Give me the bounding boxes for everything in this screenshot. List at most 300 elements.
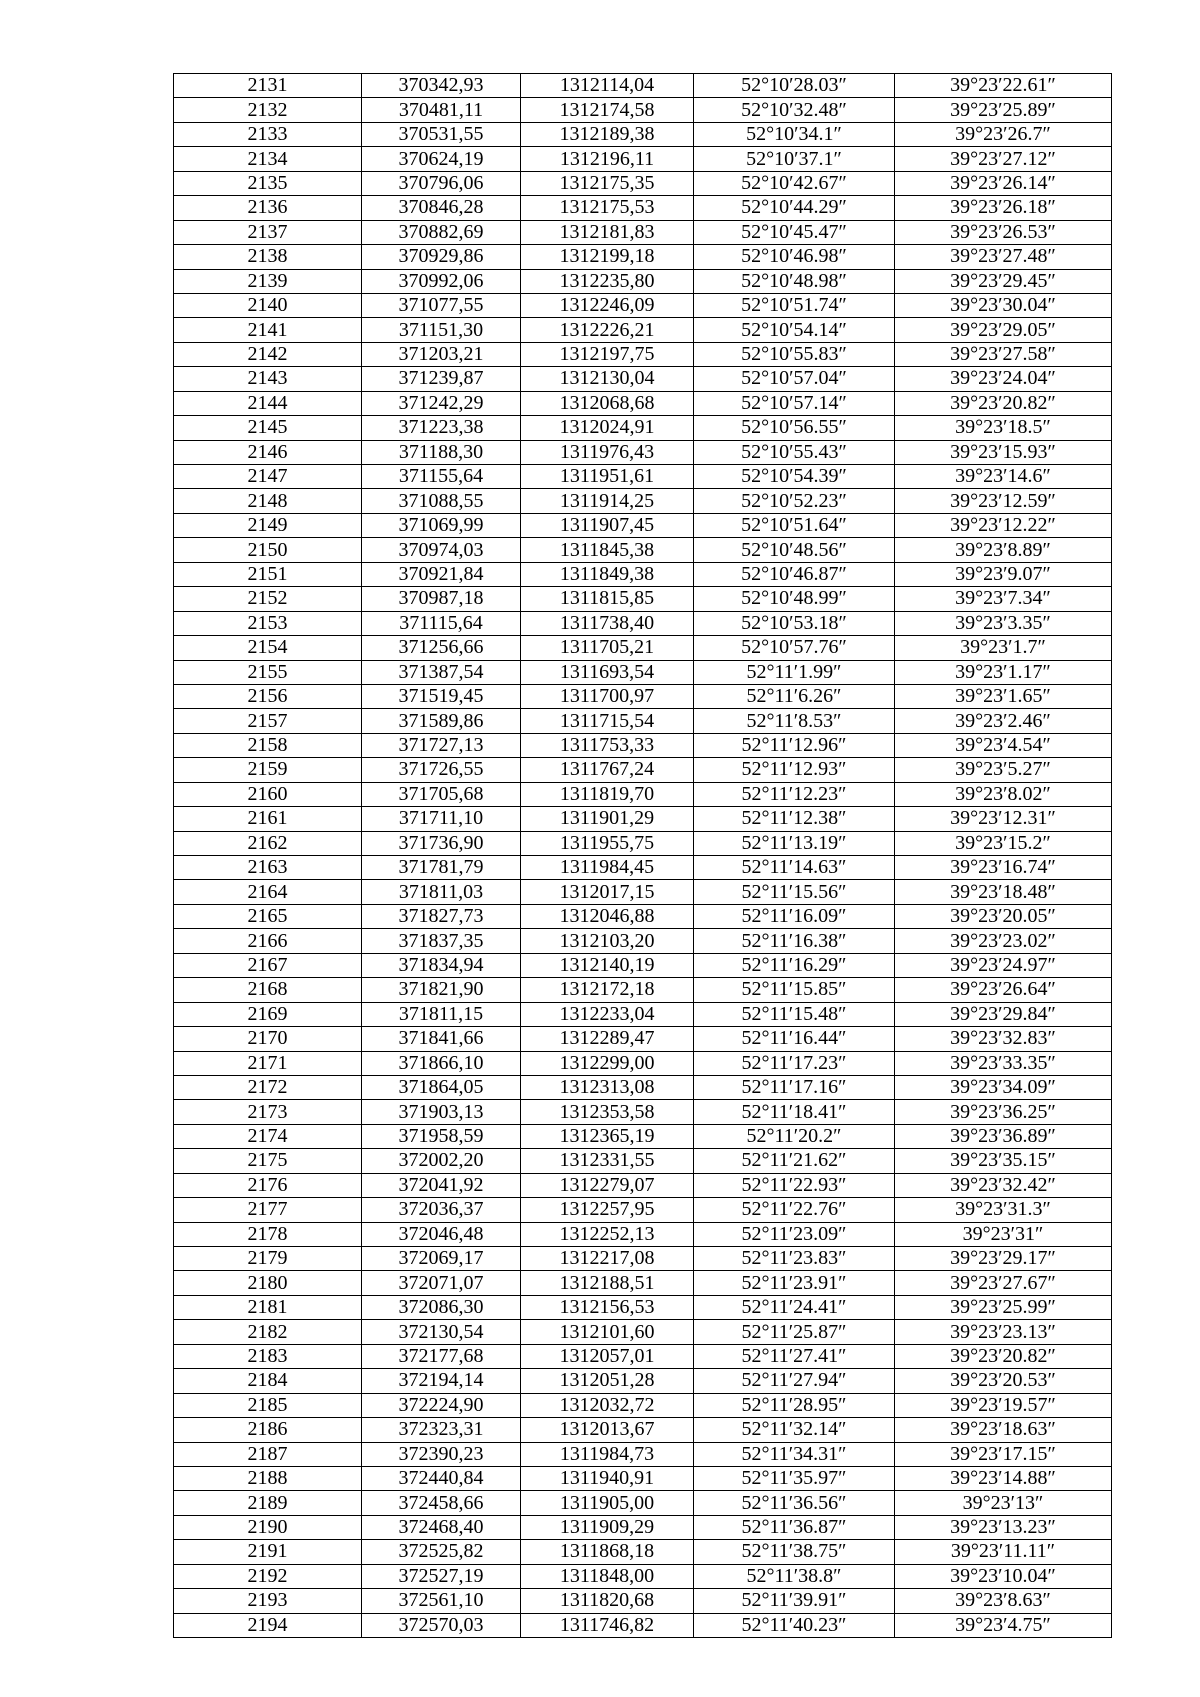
x-coordinate-cell: 370987,18	[362, 587, 521, 611]
longitude-cell: 39°23′36.25″	[895, 1100, 1112, 1124]
longitude-cell: 39°23′19.57″	[895, 1393, 1112, 1417]
y-coordinate-cell: 1311955,75	[521, 831, 694, 855]
latitude-cell: 52°11′38.75″	[694, 1540, 895, 1564]
y-coordinate-cell: 1312189,38	[521, 122, 694, 146]
y-coordinate-cell: 1311901,29	[521, 807, 694, 831]
table-row	[174, 1369, 1112, 1393]
table-row	[174, 1075, 1112, 1099]
x-coordinate-cell: 371088,55	[362, 489, 521, 513]
longitude-cell: 39°23′18.48″	[895, 880, 1112, 904]
longitude-cell: 39°23′8.02″	[895, 782, 1112, 806]
table-row	[174, 440, 1112, 464]
point-number-cell: 2188	[174, 1466, 362, 1490]
latitude-cell: 52°10′48.98″	[694, 269, 895, 293]
point-number-cell: 2169	[174, 1002, 362, 1026]
longitude-cell: 39°23′29.45″	[895, 269, 1112, 293]
y-coordinate-cell: 1311815,85	[521, 587, 694, 611]
longitude-cell: 39°23′11.11″	[895, 1540, 1112, 1564]
y-coordinate-cell: 1311940,91	[521, 1466, 694, 1490]
latitude-cell: 52°11′16.09″	[694, 904, 895, 928]
y-coordinate-cell: 1311848,00	[521, 1564, 694, 1588]
y-coordinate-cell: 1312051,28	[521, 1369, 694, 1393]
latitude-cell: 52°10′46.98″	[694, 245, 895, 269]
longitude-cell: 39°23′26.53″	[895, 220, 1112, 244]
latitude-cell: 52°11′8.53″	[694, 709, 895, 733]
x-coordinate-cell: 370882,69	[362, 220, 521, 244]
latitude-cell: 52°10′46.87″	[694, 562, 895, 586]
table-row	[174, 1271, 1112, 1295]
y-coordinate-cell: 1312233,04	[521, 1002, 694, 1026]
table-row	[174, 1124, 1112, 1148]
table-row	[174, 831, 1112, 855]
longitude-cell: 39°23′4.75″	[895, 1613, 1112, 1637]
y-coordinate-cell: 1312130,04	[521, 367, 694, 391]
x-coordinate-cell: 371821,90	[362, 978, 521, 1002]
table-row	[174, 122, 1112, 146]
point-number-cell: 2158	[174, 733, 362, 757]
point-number-cell: 2162	[174, 831, 362, 855]
longitude-cell: 39°23′15.93″	[895, 440, 1112, 464]
x-coordinate-cell: 372440,84	[362, 1466, 521, 1490]
y-coordinate-cell: 1312353,58	[521, 1100, 694, 1124]
point-number-cell: 2147	[174, 465, 362, 489]
table-row	[174, 1589, 1112, 1613]
latitude-cell: 52°11′15.48″	[694, 1002, 895, 1026]
y-coordinate-cell: 1312103,20	[521, 929, 694, 953]
point-number-cell: 2194	[174, 1613, 362, 1637]
x-coordinate-cell: 371811,03	[362, 880, 521, 904]
latitude-cell: 52°11′25.87″	[694, 1320, 895, 1344]
y-coordinate-cell: 1312235,80	[521, 269, 694, 293]
table-row	[174, 636, 1112, 660]
y-coordinate-cell: 1312226,21	[521, 318, 694, 342]
x-coordinate-cell: 370992,06	[362, 269, 521, 293]
point-number-cell: 2176	[174, 1173, 362, 1197]
coordinates-table-body	[174, 74, 1112, 1638]
latitude-cell: 52°11′27.94″	[694, 1369, 895, 1393]
longitude-cell: 39°23′32.42″	[895, 1173, 1112, 1197]
table-row	[174, 1491, 1112, 1515]
table-row	[174, 953, 1112, 977]
longitude-cell: 39°23′18.5″	[895, 416, 1112, 440]
table-row	[174, 1002, 1112, 1026]
x-coordinate-cell: 372323,31	[362, 1418, 521, 1442]
table-row	[174, 1515, 1112, 1539]
point-number-cell: 2189	[174, 1491, 362, 1515]
x-coordinate-cell: 371115,64	[362, 611, 521, 635]
x-coordinate-cell: 371387,54	[362, 660, 521, 684]
y-coordinate-cell: 1311820,68	[521, 1589, 694, 1613]
longitude-cell: 39°23′20.82″	[895, 391, 1112, 415]
longitude-cell: 39°23′36.89″	[895, 1124, 1112, 1148]
point-number-cell: 2171	[174, 1051, 362, 1075]
latitude-cell: 52°11′12.96″	[694, 733, 895, 757]
latitude-cell: 52°10′32.48″	[694, 98, 895, 122]
y-coordinate-cell: 1311746,82	[521, 1613, 694, 1637]
longitude-cell: 39°23′35.15″	[895, 1149, 1112, 1173]
table-row	[174, 147, 1112, 171]
table-row	[174, 367, 1112, 391]
table-row	[174, 293, 1112, 317]
x-coordinate-cell: 372086,30	[362, 1295, 521, 1319]
point-number-cell: 2163	[174, 856, 362, 880]
table-row	[174, 1051, 1112, 1075]
y-coordinate-cell: 1312199,18	[521, 245, 694, 269]
latitude-cell: 52°10′54.39″	[694, 465, 895, 489]
x-coordinate-cell: 371069,99	[362, 513, 521, 537]
point-number-cell: 2186	[174, 1418, 362, 1442]
y-coordinate-cell: 1312114,04	[521, 74, 694, 98]
point-number-cell: 2149	[174, 513, 362, 537]
y-coordinate-cell: 1312196,11	[521, 147, 694, 171]
point-number-cell: 2145	[174, 416, 362, 440]
latitude-cell: 52°11′1.99″	[694, 660, 895, 684]
y-coordinate-cell: 1311984,45	[521, 856, 694, 880]
latitude-cell: 52°11′40.23″	[694, 1613, 895, 1637]
point-number-cell: 2187	[174, 1442, 362, 1466]
longitude-cell: 39°23′32.83″	[895, 1027, 1112, 1051]
y-coordinate-cell: 1312257,95	[521, 1198, 694, 1222]
y-coordinate-cell: 1312181,83	[521, 220, 694, 244]
table-row	[174, 98, 1112, 122]
x-coordinate-cell: 372177,68	[362, 1344, 521, 1368]
x-coordinate-cell: 371203,21	[362, 342, 521, 366]
longitude-cell: 39°23′13.23″	[895, 1515, 1112, 1539]
x-coordinate-cell: 370796,06	[362, 171, 521, 195]
point-number-cell: 2185	[174, 1393, 362, 1417]
point-number-cell: 2137	[174, 220, 362, 244]
x-coordinate-cell: 372525,82	[362, 1540, 521, 1564]
x-coordinate-cell: 370846,28	[362, 196, 521, 220]
table-row	[174, 220, 1112, 244]
point-number-cell: 2190	[174, 1515, 362, 1539]
table-row	[174, 196, 1112, 220]
point-number-cell: 2134	[174, 147, 362, 171]
table-row	[174, 684, 1112, 708]
y-coordinate-cell: 1312101,60	[521, 1320, 694, 1344]
y-coordinate-cell: 1311819,70	[521, 782, 694, 806]
x-coordinate-cell: 371866,10	[362, 1051, 521, 1075]
x-coordinate-cell: 370342,93	[362, 74, 521, 98]
latitude-cell: 52°11′20.2″	[694, 1124, 895, 1148]
longitude-cell: 39°23′20.05″	[895, 904, 1112, 928]
y-coordinate-cell: 1311693,54	[521, 660, 694, 684]
latitude-cell: 52°11′38.8″	[694, 1564, 895, 1588]
table-row	[174, 245, 1112, 269]
point-number-cell: 2178	[174, 1222, 362, 1246]
table-row	[174, 929, 1112, 953]
table-row	[174, 465, 1112, 489]
x-coordinate-cell: 371903,13	[362, 1100, 521, 1124]
point-number-cell: 2153	[174, 611, 362, 635]
x-coordinate-cell: 371155,64	[362, 465, 521, 489]
coordinates-table	[173, 73, 1112, 1638]
point-number-cell: 2142	[174, 342, 362, 366]
table-row	[174, 1613, 1112, 1637]
y-coordinate-cell: 1312017,15	[521, 880, 694, 904]
longitude-cell: 39°23′4.54″	[895, 733, 1112, 757]
point-number-cell: 2193	[174, 1589, 362, 1613]
x-coordinate-cell: 372224,90	[362, 1393, 521, 1417]
point-number-cell: 2131	[174, 74, 362, 98]
table-row	[174, 1149, 1112, 1173]
latitude-cell: 52°11′27.41″	[694, 1344, 895, 1368]
table-row	[174, 1100, 1112, 1124]
latitude-cell: 52°11′32.14″	[694, 1418, 895, 1442]
x-coordinate-cell: 370974,03	[362, 538, 521, 562]
table-row	[174, 342, 1112, 366]
table-row	[174, 1320, 1112, 1344]
latitude-cell: 52°11′12.38″	[694, 807, 895, 831]
y-coordinate-cell: 1311715,54	[521, 709, 694, 733]
longitude-cell: 39°23′22.61″	[895, 74, 1112, 98]
latitude-cell: 52°11′34.31″	[694, 1442, 895, 1466]
x-coordinate-cell: 371834,94	[362, 953, 521, 977]
y-coordinate-cell: 1312032,72	[521, 1393, 694, 1417]
y-coordinate-cell: 1312188,51	[521, 1271, 694, 1295]
table-row	[174, 1222, 1112, 1246]
latitude-cell: 52°10′45.47″	[694, 220, 895, 244]
point-number-cell: 2136	[174, 196, 362, 220]
longitude-cell: 39°23′29.05″	[895, 318, 1112, 342]
table-row	[174, 709, 1112, 733]
y-coordinate-cell: 1312331,55	[521, 1149, 694, 1173]
y-coordinate-cell: 1311984,73	[521, 1442, 694, 1466]
table-row	[174, 562, 1112, 586]
latitude-cell: 52°11′21.62″	[694, 1149, 895, 1173]
x-coordinate-cell: 371841,66	[362, 1027, 521, 1051]
x-coordinate-cell: 371781,79	[362, 856, 521, 880]
longitude-cell: 39°23′1.17″	[895, 660, 1112, 684]
x-coordinate-cell: 372036,37	[362, 1198, 521, 1222]
y-coordinate-cell: 1312172,18	[521, 978, 694, 1002]
x-coordinate-cell: 372561,10	[362, 1589, 521, 1613]
latitude-cell: 52°11′16.29″	[694, 953, 895, 977]
table-row	[174, 1344, 1112, 1368]
latitude-cell: 52°11′12.23″	[694, 782, 895, 806]
table-row	[174, 1564, 1112, 1588]
point-number-cell: 2143	[174, 367, 362, 391]
point-number-cell: 2179	[174, 1247, 362, 1271]
latitude-cell: 52°11′18.41″	[694, 1100, 895, 1124]
x-coordinate-cell: 372468,40	[362, 1515, 521, 1539]
latitude-cell: 52°11′23.09″	[694, 1222, 895, 1246]
x-coordinate-cell: 371705,68	[362, 782, 521, 806]
latitude-cell: 52°11′23.83″	[694, 1247, 895, 1271]
latitude-cell: 52°11′17.16″	[694, 1075, 895, 1099]
x-coordinate-cell: 371736,90	[362, 831, 521, 855]
x-coordinate-cell: 372046,48	[362, 1222, 521, 1246]
table-row	[174, 1247, 1112, 1271]
longitude-cell: 39°23′26.64″	[895, 978, 1112, 1002]
y-coordinate-cell: 1312140,19	[521, 953, 694, 977]
point-number-cell: 2151	[174, 562, 362, 586]
x-coordinate-cell: 371711,10	[362, 807, 521, 831]
longitude-cell: 39°23′33.35″	[895, 1051, 1112, 1075]
point-number-cell: 2164	[174, 880, 362, 904]
longitude-cell: 39°23′23.02″	[895, 929, 1112, 953]
longitude-cell: 39°23′25.99″	[895, 1295, 1112, 1319]
y-coordinate-cell: 1312013,67	[521, 1418, 694, 1442]
point-number-cell: 2156	[174, 684, 362, 708]
longitude-cell: 39°23′14.88″	[895, 1466, 1112, 1490]
x-coordinate-cell: 372527,19	[362, 1564, 521, 1588]
longitude-cell: 39°23′12.59″	[895, 489, 1112, 513]
longitude-cell: 39°23′20.53″	[895, 1369, 1112, 1393]
table-row	[174, 978, 1112, 1002]
latitude-cell: 52°11′36.56″	[694, 1491, 895, 1515]
latitude-cell: 52°11′28.95″	[694, 1393, 895, 1417]
table-row	[174, 1442, 1112, 1466]
table-row	[174, 1540, 1112, 1564]
longitude-cell: 39°23′31.3″	[895, 1198, 1112, 1222]
latitude-cell: 52°10′34.1″	[694, 122, 895, 146]
longitude-cell: 39°23′12.31″	[895, 807, 1112, 831]
point-number-cell: 2166	[174, 929, 362, 953]
longitude-cell: 39°23′14.6″	[895, 465, 1112, 489]
point-number-cell: 2140	[174, 293, 362, 317]
x-coordinate-cell: 371077,55	[362, 293, 521, 317]
table-row	[174, 611, 1112, 635]
x-coordinate-cell: 371151,30	[362, 318, 521, 342]
y-coordinate-cell: 1312024,91	[521, 416, 694, 440]
latitude-cell: 52°10′28.03″	[694, 74, 895, 98]
point-number-cell: 2191	[174, 1540, 362, 1564]
table-row	[174, 1198, 1112, 1222]
table-row	[174, 416, 1112, 440]
latitude-cell: 52°11′17.23″	[694, 1051, 895, 1075]
point-number-cell: 2133	[174, 122, 362, 146]
x-coordinate-cell: 370921,84	[362, 562, 521, 586]
point-number-cell: 2132	[174, 98, 362, 122]
y-coordinate-cell: 1311905,00	[521, 1491, 694, 1515]
x-coordinate-cell: 372130,54	[362, 1320, 521, 1344]
point-number-cell: 2155	[174, 660, 362, 684]
y-coordinate-cell: 1311907,45	[521, 513, 694, 537]
latitude-cell: 52°10′51.74″	[694, 293, 895, 317]
latitude-cell: 52°11′16.44″	[694, 1027, 895, 1051]
point-number-cell: 2165	[174, 904, 362, 928]
y-coordinate-cell: 1312175,35	[521, 171, 694, 195]
latitude-cell: 52°11′15.56″	[694, 880, 895, 904]
x-coordinate-cell: 372071,07	[362, 1271, 521, 1295]
latitude-cell: 52°10′48.56″	[694, 538, 895, 562]
table-row	[174, 538, 1112, 562]
point-number-cell: 2141	[174, 318, 362, 342]
point-number-cell: 2135	[174, 171, 362, 195]
table-row	[174, 807, 1112, 831]
y-coordinate-cell: 1312046,88	[521, 904, 694, 928]
point-number-cell: 2174	[174, 1124, 362, 1148]
y-coordinate-cell: 1312246,09	[521, 293, 694, 317]
table-row	[174, 587, 1112, 611]
point-number-cell: 2154	[174, 636, 362, 660]
longitude-cell: 39°23′34.09″	[895, 1075, 1112, 1099]
latitude-cell: 52°11′36.87″	[694, 1515, 895, 1539]
point-number-cell: 2192	[174, 1564, 362, 1588]
latitude-cell: 52°10′42.67″	[694, 171, 895, 195]
table-row	[174, 758, 1112, 782]
table-row	[174, 269, 1112, 293]
x-coordinate-cell: 371727,13	[362, 733, 521, 757]
point-number-cell: 2144	[174, 391, 362, 415]
longitude-cell: 39°23′27.58″	[895, 342, 1112, 366]
longitude-cell: 39°23′24.04″	[895, 367, 1112, 391]
x-coordinate-cell: 372002,20	[362, 1149, 521, 1173]
longitude-cell: 39°23′13″	[895, 1491, 1112, 1515]
y-coordinate-cell: 1311845,38	[521, 538, 694, 562]
longitude-cell: 39°23′9.07″	[895, 562, 1112, 586]
longitude-cell: 39°23′24.97″	[895, 953, 1112, 977]
x-coordinate-cell: 371837,35	[362, 929, 521, 953]
point-number-cell: 2177	[174, 1198, 362, 1222]
point-number-cell: 2181	[174, 1295, 362, 1319]
point-number-cell: 2180	[174, 1271, 362, 1295]
latitude-cell: 52°10′54.14″	[694, 318, 895, 342]
y-coordinate-cell: 1311868,18	[521, 1540, 694, 1564]
y-coordinate-cell: 1311738,40	[521, 611, 694, 635]
latitude-cell: 52°10′57.14″	[694, 391, 895, 415]
table-row	[174, 1418, 1112, 1442]
y-coordinate-cell: 1311976,43	[521, 440, 694, 464]
longitude-cell: 39°23′23.13″	[895, 1320, 1112, 1344]
x-coordinate-cell: 371864,05	[362, 1075, 521, 1099]
table-row	[174, 171, 1112, 195]
latitude-cell: 52°11′35.97″	[694, 1466, 895, 1490]
longitude-cell: 39°23′26.18″	[895, 196, 1112, 220]
latitude-cell: 52°11′13.19″	[694, 831, 895, 855]
longitude-cell: 39°23′31″	[895, 1222, 1112, 1246]
table-row	[174, 733, 1112, 757]
x-coordinate-cell: 372390,23	[362, 1442, 521, 1466]
point-number-cell: 2146	[174, 440, 362, 464]
y-coordinate-cell: 1311705,21	[521, 636, 694, 660]
latitude-cell: 52°10′52.23″	[694, 489, 895, 513]
table-row	[174, 1393, 1112, 1417]
latitude-cell: 52°10′37.1″	[694, 147, 895, 171]
y-coordinate-cell: 1312252,13	[521, 1222, 694, 1246]
latitude-cell: 52°10′55.83″	[694, 342, 895, 366]
latitude-cell: 52°11′22.76″	[694, 1198, 895, 1222]
longitude-cell: 39°23′8.63″	[895, 1589, 1112, 1613]
longitude-cell: 39°23′29.84″	[895, 1002, 1112, 1026]
point-number-cell: 2159	[174, 758, 362, 782]
latitude-cell: 52°10′51.64″	[694, 513, 895, 537]
point-number-cell: 2160	[174, 782, 362, 806]
point-number-cell: 2161	[174, 807, 362, 831]
point-number-cell: 2172	[174, 1075, 362, 1099]
longitude-cell: 39°23′8.89″	[895, 538, 1112, 562]
longitude-cell: 39°23′29.17″	[895, 1247, 1112, 1271]
y-coordinate-cell: 1311914,25	[521, 489, 694, 513]
y-coordinate-cell: 1312175,53	[521, 196, 694, 220]
point-number-cell: 2152	[174, 587, 362, 611]
y-coordinate-cell: 1312299,00	[521, 1051, 694, 1075]
x-coordinate-cell: 372069,17	[362, 1247, 521, 1271]
y-coordinate-cell: 1312068,68	[521, 391, 694, 415]
y-coordinate-cell: 1312174,58	[521, 98, 694, 122]
latitude-cell: 52°10′48.99″	[694, 587, 895, 611]
x-coordinate-cell: 371188,30	[362, 440, 521, 464]
longitude-cell: 39°23′15.2″	[895, 831, 1112, 855]
longitude-cell: 39°23′27.67″	[895, 1271, 1112, 1295]
longitude-cell: 39°23′7.34″	[895, 587, 1112, 611]
x-coordinate-cell: 371519,45	[362, 684, 521, 708]
y-coordinate-cell: 1312279,07	[521, 1173, 694, 1197]
table-row	[174, 1466, 1112, 1490]
latitude-cell: 52°11′16.38″	[694, 929, 895, 953]
longitude-cell: 39°23′26.14″	[895, 171, 1112, 195]
